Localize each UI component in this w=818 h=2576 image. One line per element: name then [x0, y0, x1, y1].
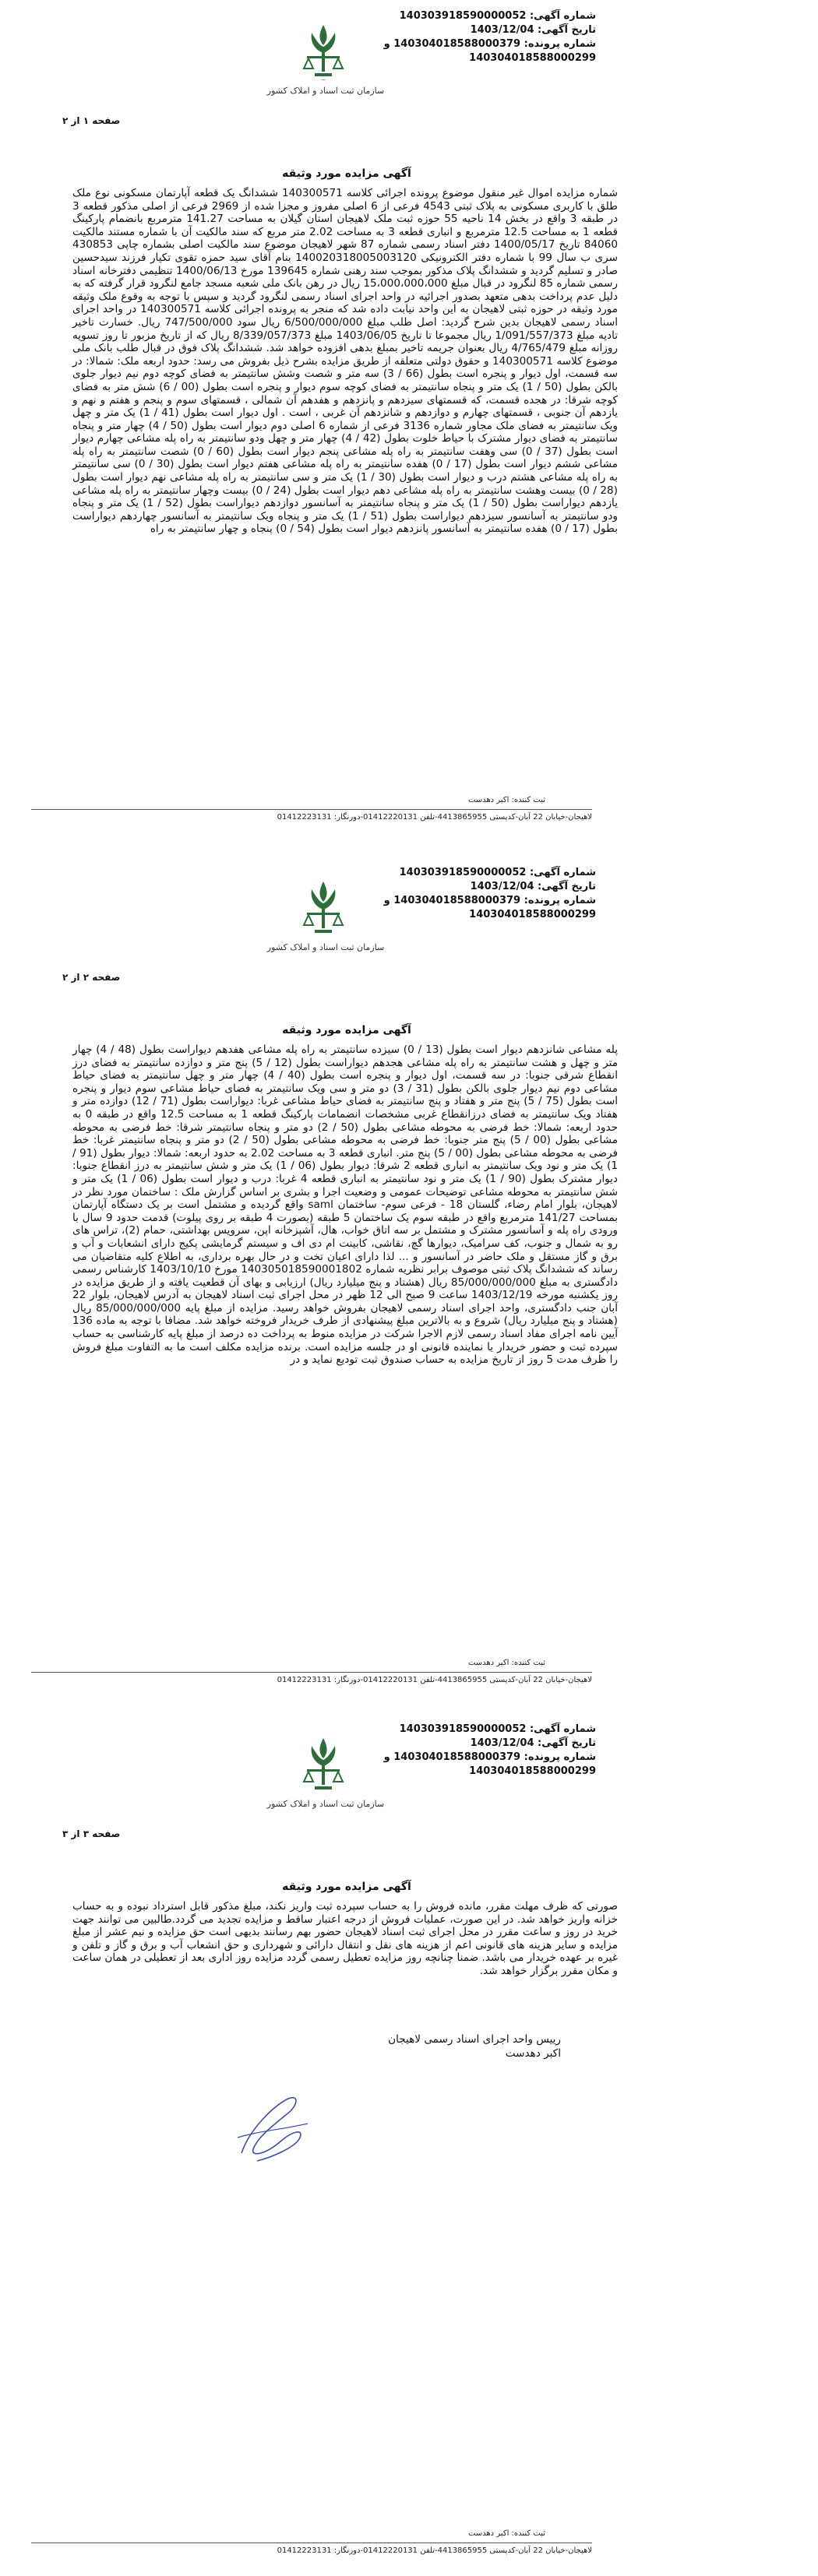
page-number: صفحه ۲ از ۲: [62, 972, 121, 983]
registry-emblem-icon: [296, 22, 351, 83]
notice-meta: [383, 866, 596, 922]
registrar-label: ثبت کننده: اکبر دهدست: [467, 1659, 545, 1667]
registry-emblem-icon: [296, 878, 351, 939]
notice-body: صورتی که ظرف مهلت مقرر، مانده فروش را به حساب سپرده ثبت واریز نکند، مبلغ مذکور قابل استرداد نبوده و به حساب خزانه واریز خواهد شد. در این صورت، عملیات فروش از درجه اعتبار ساقط و مزایده تجدید می گردد.طالبین می توانند جهت خرید در روز و ساعت مقرر در محل اجرای ثبت اسناد لاهیجان حضور بهم رسانند بدیهی است حق مزایده و نیم عشر از مبلغ مزایده و سایر هزینه های قانونی اعم از هزینه های نقل و انتقال دارائی و شهرداری و حق انشعاب آب و برق و گاز و تلفن و غیره بر عهده خریدار می باشد. ضمنا چنانچه روز مزایده تعطیل رسمی گردد مزایده روز اداری بعد از تعطیلی در همان ساعت و مکان مقرر برگزار خواهد شد.: [72, 1900, 618, 1977]
notice-date: تاریخ آگهی: 1403/12/04: [470, 881, 596, 892]
organization-name: سازمان ثبت اسناد و املاک کشور: [266, 86, 385, 96]
file-number-2: 140304018588000299: [469, 52, 596, 64]
file-number-2: 140304018588000299: [469, 1765, 596, 1777]
signoff-position: رییس واحد اجرای اسناد رسمی لاهیجان: [388, 2033, 561, 2046]
handwritten-signature: [226, 2083, 319, 2169]
footer-divider: [31, 809, 592, 810]
file-number: شماره پرونده: 140304018588000379 و: [383, 1751, 596, 1763]
registrar-label: ثبت کننده: اکبر دهدست: [467, 2529, 545, 2538]
organization-name: سازمان ثبت اسناد و املاک کشور: [266, 1799, 385, 1809]
office-address: لاهیجان-خیابان 22 آبان-کدپستی 4413865955-تلفن 01412220131-دورنگار: 01412223131: [277, 813, 592, 822]
notice-number: شماره آگهی: 140303918590000052: [399, 10, 596, 22]
notice-title: آگهی مزایده مورد وثیقه: [282, 1881, 411, 1893]
notice-date: تاریخ آگهی: 1403/12/04: [470, 24, 596, 36]
notice-number: شماره آگهی: 140303918590000052: [399, 1723, 596, 1735]
notice-body: شماره مزایده اموال غیر منقول موضوع پرونده اجرائی کلاسه 140300571 ششدانگ یک قطعه آپارتمان مسکونی نوع ملک طلق با کاربری مسکونی به پلاک ثبتی 4543 فرعی از 6 اصلی مفروز و مجزا شده از 2969 فرعی از اصلی مذکور قطعه 3 در طبقه 3 واقع در بخش 14 ناحیه 55 حوزه ثبت ملک لاهیجان استان گیلان به مساحت 141.27 مترمربع بانضمام پارکینگ قطعه 1 به مساحت 12.5 مترمربع و انباری قطعه 3 به مساحت 2.02 متر مربع که سند مالکیت آن با شماره مستند مالکیت 84060 تاریخ 1400/05/17 دفتر اسناد رسمی شماره 87 شهر لاهیجان موضوع سند مالکیت اصلی بشماره چاپی 430853 سری ب سال 99 با شماره دفتر الکترونیکی 140020318005003120 بنام آقای سید حمزه تقوی تکیار فرزند سیدحسین صادر و تسلیم گردید و ششدانگ پلاک مذکور بموجب سند رهنی شماره 139645 مورخ 1400/06/13 تنظیمی دفترخانه اسناد رسمی شماره 85 لنگرود در قبال مبلغ 15،000،000،000 ریال در رهن بانک ملی شعبه مسجد جامع لنگرود قرار گرفته که به دلیل عدم پرداخت بدهی متعهد بصدور اجرائیه در واحد اجرای اسناد رسمی لنگرود گردید و سپس با توجه به وقوع ملک وثیقه مورد وثیقه در حوزه ثبتی لاهیجان به این واحد نیابت داده شد که منجر به پرونده اجرائی کلاسه 140300571 در واحد اجرای اسناد رسمی لاهیجان بدین شرح گردید: اصل طلب مبلغ 6/500/000/000 ریال سود 747/500/000 ریال. خسارت تاخیر تادیه مبلغ 1/091/557/373 ریال مجموعا تا تاریخ 1403/06/05 مبلغ 8/339/057/373 ریال که از تاریخ مزبور تا روز تسویه روزانه مبلغ 4/765/479 ریال بعنوان جریمه تاخیر بمبلغ بدهی افزوده خواهد شد. ششدانگ پلاک فوق در قبال طلب بانک ملی موضوع کلاسه 140300571 و حقوق دولتی متعلقه از طریق مزایده بشرح ذیل بفروش می رسد: حدود اربعه ملک: شمالا: در سه قسمت، اول دیوار و پنجره است بطول (66 / 3) سه متر و شصت وشش سانتیمتر به فضای کوچه دوم نیم دیوار جلوی بالکن بطول (50 / 1) یک متر و پنجاه سانتیمتر به فضای کوچه سوم دیوار و پنجره است بطول (00 / 6) شش متر به فضای کوچه شرقا: در هجده قسمت، که قسمتهای سیزدهم و پانزدهم و هفدهم آن شمالی ، قسمتهای سوم و پنجم و هفتم و نهم و یازدهم آن جنوبی ، قسمتهای چهارم و دوازدهم و شانزدهم آن غربی ، است . اول دیوار است بطول (41 / 1) یک متر و چهل ویک سانتیمتر به فضای ملک مجاور شماره 3136 فرعی از شماره 6 اصلی دوم دیوار است بطول (50 / 4) چهار متر و پنجاه سانتیمتر به فضای دیوار مشترک با حیاط خلوت بطول (42 / 4) چهار متر و چهل ودو سانتیمتر به راه پله مشاعی چهارم دیوار است بطول (37 / 0) سی وهفت سانتیمتر به راه پله مشاعی پنجم دیوار است بطول (60 / 0) شصت سانتیمتر به راه پله مشاعی ششم دیوار است بطول (17 / 0) هفده سانتیمتر به راه پله مشاعی هفتم دیوار است بطول (30 / 0) سی سانتیمتر به راه پله مشاعی هشتم درب و دیوار است بطول (30 / 1) یک متر و سی سانتیمتر به راه پله مشاعی نهم دیوار است بطول (28 / 0) بیست وهشت سانتیمتر به راه پله مشاعی دهم دیوار است بطول (24 / 0) بیست وچهار سانتیمتر به راه پله مشاعی یازدهم دیواراست بطول (50 / 1) یک متر و پنجاه سانتیمتر به آسانسور دوازدهم دیواراست بطول (52 / 1) یک متر و پنجاه ودو سانتیمتر به آسانسور سیزدهم دیواراست بطول (51 / 1) یک متر و پنجاه ویک سانتیمتر به آسانسور چهاردهم دیواراست بطول (17 / 0) هفده سانتیمتر به آسانسور پانزدهم دیوار است بطول (54 / 0) پنجاه و چهار سانتیمتر به راه: [72, 187, 619, 536]
page-footer: [31, 1659, 592, 1684]
svg-text:~: ~: [321, 77, 326, 83]
file-number: شماره پرونده: 140304018588000379 و: [383, 38, 596, 50]
notice-title: آگهی مزایده مورد وثیقه: [282, 1024, 411, 1036]
office-address: لاهیجان-خیابان 22 آبان-کدپستی 4413865955-تلفن 01412220131-دورنگار: 01412223131: [277, 1676, 592, 1684]
signoff-person: اکبر دهدست: [505, 2047, 561, 2060]
notice-meta: [383, 9, 596, 65]
registry-emblem-icon: [296, 1735, 351, 1796]
page-number: صفحه ۱ از ۲: [62, 115, 121, 126]
signoff-block: [327, 2032, 561, 2060]
notice-body: پله مشاعی شانزدهم دیوار است بطول (13 / 0) سیزده سانتیمتر به راه پله مشاعی هفدهم دیواراست بطول (48 / 4) چهار متر و چهل و هشت سانتیمتر به راه پله مشاعی هجدهم دیواراست بطول (12 / 5) پنج متر و دوازده سانتیمتر به فضای درز انقطاع شرقی جنوبا: در سه قسمت، اول دیوار و پنجره است بطول (40 / 4) چهار متر و چهل سانتیمتر به فضای حیاط مشاعی دوم نیم دیوار جلوی بالکن بطول (31 / 3) دو متر و سی ویک سانتیمتر به فضای حیاط مشاعی سوم دیوار و پنجره است بطول (75 / 5) پنج متر و هفتاد و پنج سانتیمتر به فضای حیاط مشاعی غربا: دیواراست بطول (71 / 12) دوازده متر و هفتاد ویک سانتیمتر به فضای درزانقطاع غربی مشخصات انضمامات پارکینگ قطعه 1 به مساحت 12.5 واقع در طبقه 0 به حدود اربعه: شمالا: خط فرضی به محوطه مشاعی بطول (50 / 2) دو متر و پنجاه سانتیمتر شرقا: خط فرضی به محوطه مشاعی بطول (00 / 5) پنج متر جنوبا: خط فرضی به محوطه مشاعی بطول (50 / 2) دو متر و پنجاه سانتیمتر غربا: خط فرضی به محوطه مشاعی بطول (00 / 5) پنج متر. انباری قطعه 3 به مساحت 2.02 به حدود اربعه: شمالا: دیوار بطول (91 / 1) یک متر و نود ویک سانتیمتر به انباری قطعه 2 شرقا: دیوار بطول (06 / 1) یک متر و شش سانتیمتر به درز انقطاع جنوبا: دیوار مشترک بطول (90 / 1) یک متر و نود سانتیمتر به انباری قطعه 4 غربا: درب و دیوار است بطول (06 / 1) یک متر و شش سانتیمتر به محوطه مشاعی توضیحات عمومی و وضعیت اجرا و بشری بر اساس گزارش ملک : ساختمان مورد نظر در لاهیجان، بلوار امام رضاء، گلستان 18 - فرعی سوم- ساختمان saml واقع گردیده و مشتمل است بر یک دستگاه آپارتمان بمساحت 141/27 مترمربع واقع در طبقه سوم یک ساختمان 5 طبقه (بصورت 4 طبقه بر روی پیلوت) قدمت حدود 9 سال با ورودی راه پله و آسانسور مشترک و مشتمل بر سه اتاق خواب، هال، آشپزخانه اپن، سرویس بهداشتی، حمام (2)، تراس های رو به شمال و جنوب، کف سرامیک، دیوارها گچ، نقاشی، کابینت ام دی اف و سیستم گرمایشی پکیج دارای انشعابات و آب و برق و گاز مستقل و ملک حاضر در آسانسور و ... لذا دارای اعیان تخت و در حال بهره برداری، به اطلاع کلیه متقاضیان می رساند که ششدانگ پلاک ثبتی موصوف برابر نظریه شماره 140305018590001802 مورخ 1403/10/10 کارشناس رسمی دادگستری به مبلغ 85/000/000/000 ریال (هشتاد و پنج میلیارد ریال) ارزیابی و بهای آن قطعیت یافته و از طریق مزایده در روز یکشنبه مورخه 1403/12/19 ساعت 9 صبح الی 12 ظهر در محل اجرای ثبت اسناد لاهیجان به آدرس لاهیجان، بلوار 22 آبان جنب دادگستری، واحد اجرای اسناد رسمی لاهیجان بفروش خواهد رسید. مزایده از مبلغ پایه 85/000/000/000 ریال (هشتاد و پنج میلیارد ریال) شروع و به بالاترین مبلغ پیشنهادی از طرف خریدار فروخته خواهد شد. مضافا با توجه به ماده 136 آیین نامه اجرای مفاد اسناد رسمی لازم الاجرا شرکت در مزایده منوط به پرداخت ده درصد از مبلغ پایه کارشناسی به حساب سپرده ثبت و حضور خریدار یا نماینده قانونی او در جلسه مزایده است. برنده مزایده مکلف است ما به التفاوت مبلغ فروش را ظرف مدت 5 روز از تاریخ مزایده به حساب صندوق ثبت تودیع نماید و در: [72, 1043, 619, 1367]
organization-name: سازمان ثبت اسناد و املاک کشور: [266, 942, 385, 952]
footer-divider: [31, 1672, 592, 1673]
notice-title: آگهی مزایده مورد وثیقه: [282, 167, 411, 180]
file-number-2: 140304018588000299: [469, 909, 596, 920]
page-number: صفحه ۳ از ۳: [62, 1828, 121, 1839]
office-address: لاهیجان-خیابان 22 آبان-کدپستی 4413865955-تلفن 01412220131-دورنگار: 01412223131: [277, 2546, 592, 2555]
notice-number: شماره آگهی: 140303918590000052: [399, 867, 596, 878]
file-number: شماره پرونده: 140304018588000379 و: [383, 895, 596, 906]
page-footer: [31, 796, 592, 822]
page-footer: [31, 2529, 592, 2555]
registrar-label: ثبت کننده: اکبر دهدست: [467, 796, 545, 804]
notice-meta: [383, 1723, 596, 1779]
notice-date: تاریخ آگهی: 1403/12/04: [470, 1737, 596, 1749]
